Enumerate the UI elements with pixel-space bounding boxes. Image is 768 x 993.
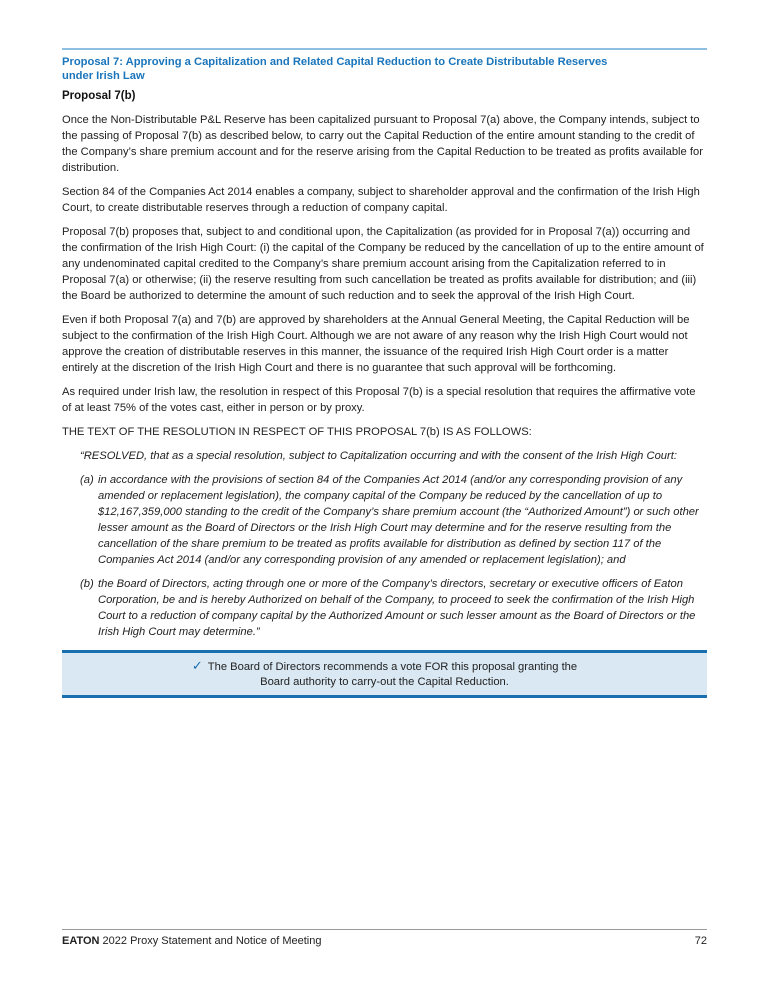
- list-item-text: the Board of Directors, acting through one or more of the Company’s directors, secretary or executive officers of Eaton Corporation, be and is hereby Authorized on behalf of the Company, to proceed to seek the confirmation of the Irish High Court to a reduction of company capital by the Authorized Amount or such lesser amount as the Board of Directors or the Irish High Court may determine.”: [98, 578, 696, 638]
- resolution-item-a: [80, 472, 707, 568]
- list-marker: (b): [80, 578, 94, 590]
- page-footer: [62, 929, 707, 947]
- sub-title: Proposal 7(b): [62, 90, 136, 102]
- list-marker: (a): [80, 474, 94, 486]
- recommendation-callout: [62, 650, 707, 698]
- resolution-item-b: [80, 576, 707, 640]
- top-divider: [62, 48, 707, 50]
- checkmark-icon: ✓: [191, 658, 203, 673]
- resolution-heading: THE TEXT OF THE RESOLUTION IN RESPECT OF THIS PROPOSAL 7(b) IS AS FOLLOWS:: [62, 426, 532, 438]
- page-content: [62, 48, 707, 698]
- callout-text-2: Board authority to carry-out the Capital Reduction.: [260, 676, 509, 688]
- footer-brand: EATON: [62, 935, 100, 947]
- callout-text-1: The Board of Directors recommends a vote FOR this proposal granting the: [207, 661, 578, 673]
- list-item-text: in accordance with the provisions of section 84 of the Companies Act 2014 (and/or any corresponding provision of any amended or replacement legislation), the company capital of the Company be reduced by the cancellation of up to $12,167,359,000 standing to the credit of the Company’s share premium account (the “Authorized Amount”) or such other lesser amount as the Board of Directors or the Irish High Court may determine and for the reserve resulting from the cancellation of the share premium to be treated as profits available for distribution as defined by section 117 of the Companies Act 2014 (and/or any corresponding provision of any amended or replacement legislation); and: [98, 474, 699, 566]
- callout-line-1: [62, 658, 707, 675]
- body-paragraph: Proposal 7(b) proposes that, subject to and conditional upon, the Capitalization (as provided for in Proposal 7(a)) occurring and the confirmation of the Irish High Court: (i) the capital of the Company be reduced by the cancellation of up to the entire amount of any undenominated capital credited to the Company’s share premium account arising from the Capitalization referred to in Proposal 7(a) or otherwise; (ii) the reserve resulting from such cancellation be treated as profits available for distribution; and (iii) the Board be authorized to determine the amount of such reduction and to seek the approval of the Irish High Court.: [62, 226, 704, 302]
- body-paragraph: Section 84 of the Companies Act 2014 enables a company, subject to shareholder approval and the confirmation of the Irish High Court, to create distributable reserves through a reduction of company capital.: [62, 186, 700, 214]
- section-title: Proposal 7: Approving a Capitalization and Related Capital Reduction to Create Distributable Reserves under Irish Law: [62, 56, 608, 82]
- resolution-intro: “RESOLVED, that as a special resolution, subject to Capitalization occurring and with the consent of the Irish High Court:: [80, 450, 677, 462]
- body-paragraph: Even if both Proposal 7(a) and 7(b) are approved by shareholders at the Annual General Meeting, the Capital Reduction will be subject to the confirmation of the Irish High Court. Although we are not aware of any reason why the Irish High Court would not approve the creation of distributable reserves in this manner, the issuance of the required Irish High Court order is a matter entirely at the discretion of the Irish High Court and there is no guarantee that such approval will be forthcoming.: [62, 314, 690, 374]
- footer-doc-title: 2022 Proxy Statement and Notice of Meeting: [99, 935, 322, 947]
- page-number: 72: [694, 935, 707, 947]
- body-paragraph: As required under Irish law, the resolution in respect of this Proposal 7(b) is a special resolution that requires the affirmative vote of at least 75% of the votes cast, either in person or by proxy.: [62, 386, 696, 414]
- footer-title: [62, 935, 321, 947]
- body-paragraph: Once the Non-Distributable P&L Reserve has been capitalized pursuant to Proposal 7(a) above, the Company intends, subject to the passing of Proposal 7(b) as described below, to carry out the Capital Reduction of the entire amount standing to the credit of the Company’s share premium account and for the reserve arising from the Capital Reduction to be treated as profits available for distribution.: [62, 114, 703, 174]
